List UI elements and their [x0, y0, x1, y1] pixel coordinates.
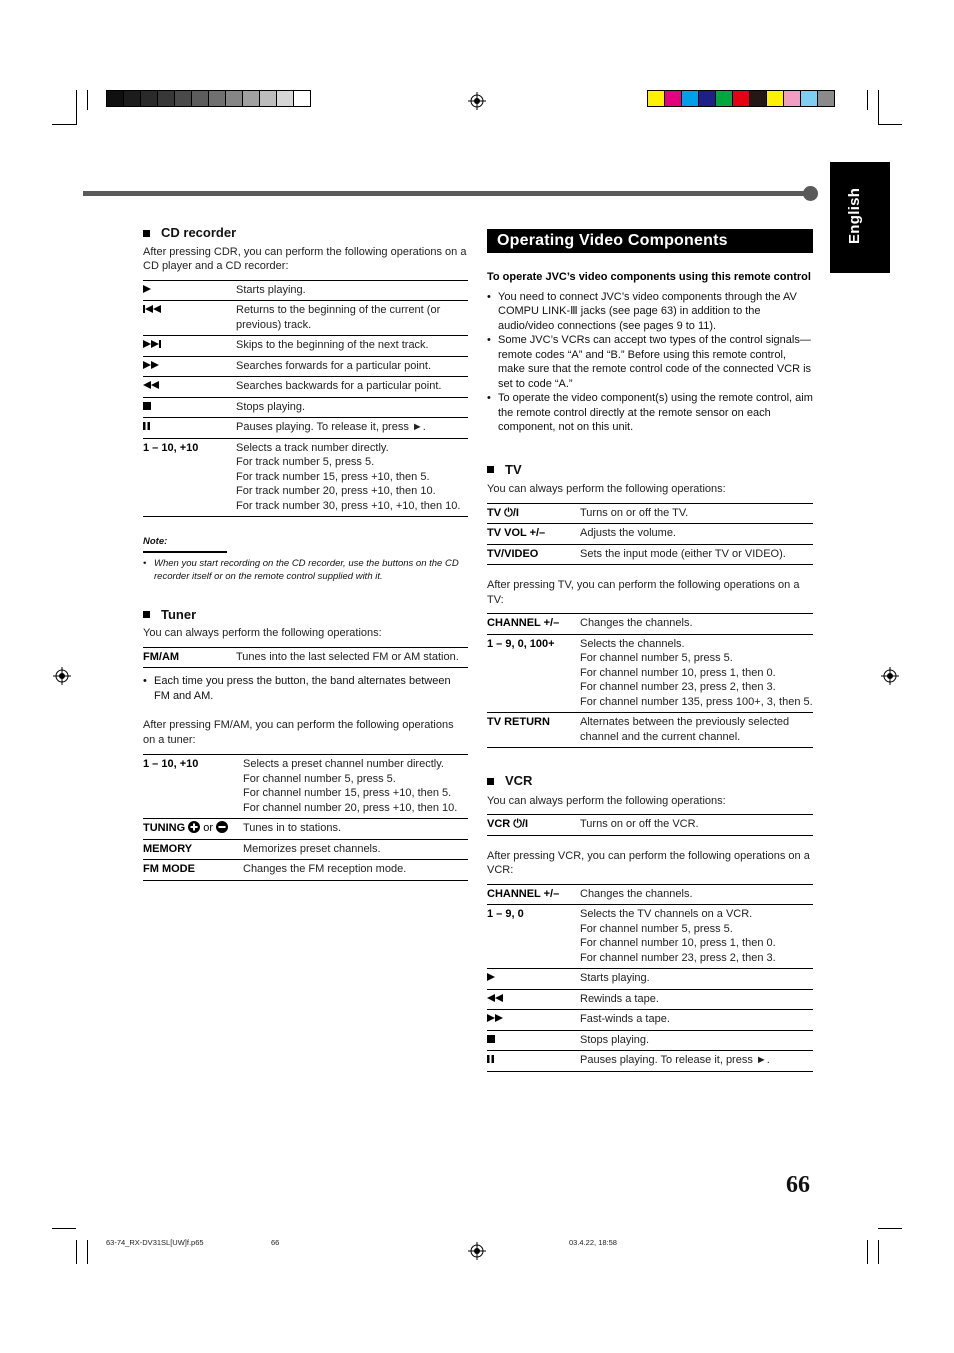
table-key: MEMORY: [143, 842, 193, 855]
table-row: [143, 356, 468, 377]
tuner-intro: You can always perform the following operations:: [143, 627, 382, 639]
table-row: [487, 989, 813, 1010]
registration-mark-icon: [881, 667, 899, 685]
tuner-table-after: [143, 754, 468, 881]
calibration-swatch: [208, 90, 226, 107]
pause-icon: [487, 1051, 580, 1072]
table-key: CHANNEL +/–: [487, 887, 560, 900]
calibration-swatch: [293, 90, 311, 107]
tuning-up-icon: [188, 821, 200, 836]
calibration-swatch: [123, 90, 141, 107]
video-bullet: • Some JVC’s VCRs can accept two types of the control signals—remote codes “A” and “B.” Before using this remote control, make sure that the remote control code of the connected VCR is set to code “A.”: [487, 333, 813, 391]
table-row: [487, 1030, 813, 1051]
calibration-swatch: [817, 90, 835, 107]
table-value: Selects a preset channel number directly. For channel number 5, press 5. For channel number 15, press +10, then 5. For channel number 20, press +10, then 10.: [243, 758, 458, 814]
table-value: Pauses playing. To release it, press ►.: [236, 421, 426, 433]
table-value: Stops playing.: [236, 400, 306, 413]
calibration-swatch: [259, 90, 277, 107]
table-row: [487, 544, 813, 565]
table-value: Selects a track number directly. For track number 5, press 5. For track number 15, press +10, then 5. For track number 20, press +10, then 10. For track number 30, press +10, +10, then 10.: [236, 441, 461, 512]
table-value: Changes the channels.: [580, 617, 693, 629]
table-value: Changes the FM reception mode.: [243, 863, 407, 875]
vcr-intro-2: After pressing VCR, you can perform the following operations on a VCR:: [487, 849, 810, 876]
table-value: Sets the input mode (either TV or VIDEO).: [580, 547, 786, 560]
calibration-swatch: [647, 90, 665, 107]
table-row: [143, 377, 468, 398]
vcr-table-always: [487, 814, 813, 836]
table-key: 1 – 9, 0, 100+: [487, 637, 555, 650]
note-text: • When you start recording on the CD recorder, use the buttons on the CD recorder itself or on the remote control supplied with it.: [143, 557, 468, 583]
calibration-swatch: [766, 90, 784, 107]
table-key: 1 – 10, +10: [143, 758, 199, 770]
tv-table-always: [487, 503, 813, 566]
table-row: [143, 280, 468, 301]
next-icon: [143, 336, 236, 357]
table-row: [487, 614, 813, 635]
table-row: [487, 905, 813, 969]
note-title: Note:: [143, 536, 168, 547]
footer-date: 03.4.22, 18:58: [569, 1238, 617, 1247]
calibration-swatch: [140, 90, 158, 107]
vcr-table-after: [487, 884, 813, 1072]
table-row: [143, 438, 468, 517]
prev-icon: [143, 301, 236, 336]
table-value: Searches backwards for a particular point.: [236, 380, 442, 392]
tuner-intro-2: After pressing FM/AM, you can perform the following operations on a tuner:: [143, 719, 454, 746]
table-row: [143, 301, 468, 336]
table-row: [487, 634, 813, 713]
section-banner: Operating Video Components: [487, 229, 813, 253]
table-row: [487, 969, 813, 990]
calibration-swatch: [749, 90, 767, 107]
table-row: [487, 503, 813, 524]
tv-table-after: [487, 613, 813, 748]
registration-mark-icon: [468, 1242, 486, 1260]
calibration-swatch: [191, 90, 209, 107]
registration-mark-icon: [53, 667, 71, 685]
table-value: Selects the TV channels on a VCR. For channel number 5, press 5. For channel number 10, press 1, then 0. For channel number 23, press 2, then 3.: [580, 908, 776, 964]
table-value: Returns to the beginning of the current (or previous) track.: [236, 304, 441, 331]
page-number: 66: [786, 1172, 810, 1198]
calibration-swatch: [715, 90, 733, 107]
tuner-table-always: [143, 647, 468, 669]
table-value: Fast-winds a tape.: [580, 1013, 670, 1025]
tv-intro: You can always perform the following operations:: [487, 483, 726, 495]
table-row: [487, 884, 813, 905]
rew-icon: [143, 377, 236, 398]
calibration-swatch: [698, 90, 716, 107]
vcr-intro: You can always perform the following operations:: [487, 794, 726, 807]
table-value: Rewinds a tape.: [580, 992, 659, 1005]
video-subhead: To operate JVC’s video components using this remote control: [487, 271, 811, 283]
calibration-swatch: [174, 90, 192, 107]
table-value: Turns on or off the TV.: [580, 506, 689, 519]
note: [143, 535, 468, 583]
table-value: Starts playing.: [580, 972, 650, 984]
table-key: TUNING or: [143, 819, 243, 840]
table-value: Alternates between the previously selected channel and the current channel.: [580, 716, 790, 743]
header-rule-dot: [803, 186, 818, 201]
right-column: [487, 270, 813, 1072]
calibration-swatch: [732, 90, 750, 107]
calibration-swatch: [681, 90, 699, 107]
table-row: [487, 1010, 813, 1031]
registration-mark-icon: [468, 92, 486, 110]
tv-intro-2: After pressing TV, you can perform the following operations on a TV:: [487, 579, 800, 606]
table-value: Starts playing.: [236, 283, 306, 296]
table-row: [143, 397, 468, 418]
ff-icon: [487, 1010, 580, 1031]
table-key: TV/VIDEO: [487, 547, 539, 560]
calibration-swatch: [225, 90, 243, 107]
table-row: [143, 647, 468, 668]
table-value: Skips to the beginning of the next track.: [236, 339, 429, 351]
table-key: TV ⏻/I: [487, 506, 519, 519]
table-row: [143, 418, 468, 439]
calibration-swatch: [242, 90, 260, 107]
cd-recorder-heading: CD recorder: [143, 226, 468, 241]
tuning-down-icon: [216, 821, 228, 836]
table-value: Stops playing.: [580, 1033, 650, 1046]
table-value: Turns on or off the VCR.: [580, 818, 699, 830]
table-value: Selects the channels. For channel number 5, press 5. For channel number 10, press 1, then 0. For channel number 23, press 2, then 3. For channel number 135, press 100+, 3, then 5.: [580, 637, 813, 708]
calibration-swatch: [800, 90, 818, 107]
table-row: [487, 1051, 813, 1072]
video-bullet: • To operate the video component(s) using the remote control, aim the remote control directly at the remote sensor on each component, not on this unit.: [487, 391, 813, 435]
table-value: Pauses playing. To release it, press ►.: [580, 1054, 770, 1066]
calibration-swatch: [276, 90, 294, 107]
table-key: 1 – 9, 0: [487, 908, 524, 920]
table-key: TV RETURN: [487, 716, 550, 728]
video-bullet: • You need to connect JVC’s video components through the AV COMPU LINK-Ⅲ jacks (see page 63) in addition to the audio/video connections (see pages 9 to 11).: [487, 290, 813, 334]
tv-heading: TV: [487, 463, 813, 478]
calibration-swatch: [664, 90, 682, 107]
table-row: [143, 839, 468, 860]
rew-icon: [487, 989, 580, 1010]
play-icon: [143, 280, 236, 301]
table-key: CHANNEL +/–: [487, 617, 560, 629]
table-row: [143, 860, 468, 881]
vcr-heading: VCR: [487, 774, 813, 789]
language-tab: [830, 162, 890, 273]
cd-intro: After pressing CDR, you can perform the following operations on a CD player and a CD recorder:: [143, 245, 467, 272]
left-column: [143, 226, 468, 881]
table-value: Searches forwards for a particular point.: [236, 359, 432, 372]
table-row: [487, 713, 813, 748]
color-calibration-bars: [647, 90, 834, 107]
pause-icon: [143, 418, 236, 439]
stop-icon: [143, 397, 236, 418]
table-row: [487, 815, 813, 836]
cd-recorder-table: [143, 280, 468, 518]
table-value: Adjusts the volume.: [580, 527, 676, 539]
tuner-bullet: • Each time you press the button, the band alternates between FM and AM.: [143, 674, 468, 703]
video-bullets: [487, 290, 813, 435]
calibration-swatch: [106, 90, 124, 107]
tuner-heading: Tuner: [143, 608, 468, 623]
table-value: Tunes into the last selected FM or AM station.: [236, 650, 459, 663]
header-rule: [83, 191, 811, 196]
language-tab-label: English: [846, 187, 863, 244]
calibration-swatch: [157, 90, 175, 107]
table-key: FM/AM: [143, 650, 180, 663]
table-row: [143, 336, 468, 357]
table-value: Memorizes preset channels.: [243, 842, 381, 855]
table-key: VCR ⏻/I: [487, 818, 529, 830]
gray-calibration-bars: [106, 90, 310, 107]
table-key: 1 – 10, +10: [143, 441, 199, 454]
play-icon: [487, 969, 580, 990]
table-key: FM MODE: [143, 863, 195, 875]
stop-icon: [487, 1030, 580, 1051]
calibration-swatch: [783, 90, 801, 107]
table-value: Tunes in to stations.: [243, 822, 342, 834]
table-row: [143, 755, 468, 819]
footer-file: 63-74_RX-DV31SL[UW]f.p65: [106, 1238, 204, 1247]
footer-page: 66: [271, 1238, 280, 1247]
table-key: TV VOL +/–: [487, 527, 546, 539]
table-row: [143, 819, 468, 840]
table-value: Changes the channels.: [580, 887, 693, 900]
ff-icon: [143, 356, 236, 377]
table-row: [487, 524, 813, 545]
